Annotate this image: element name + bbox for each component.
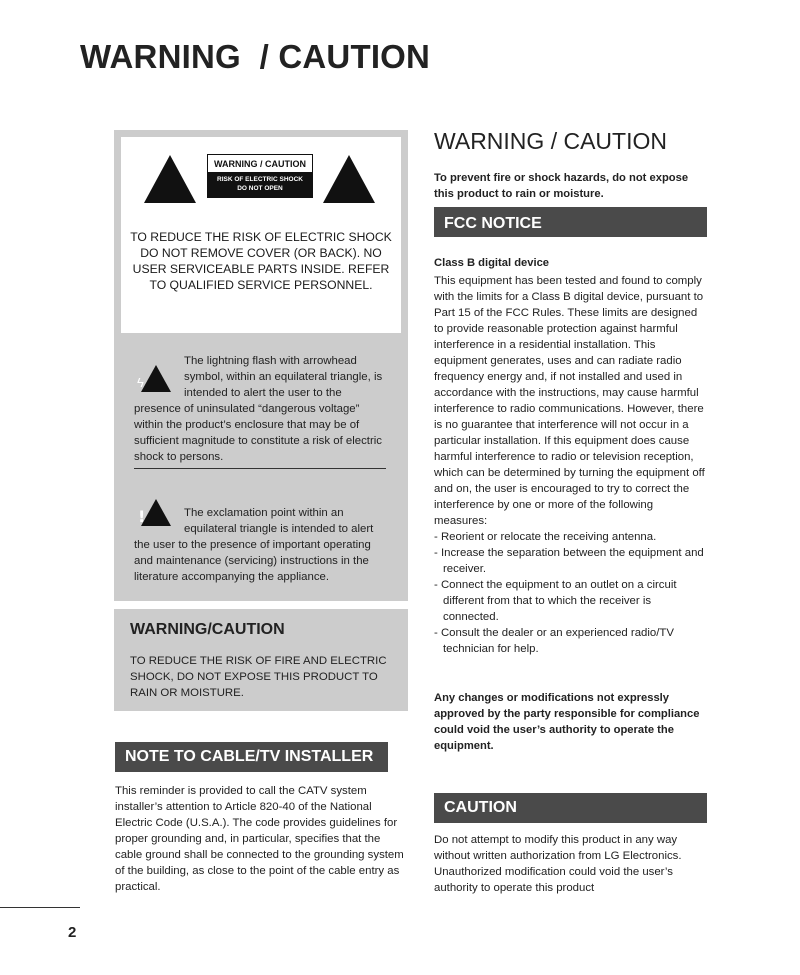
footer-rule [0, 907, 80, 908]
caution-heading: CAUTION [434, 793, 707, 823]
fcc-text [434, 273, 708, 657]
warning-label-subtitle: RISK OF ELECTRIC SHOCK DO NOT OPEN [208, 172, 312, 197]
lightning-small-icon: ϟ [141, 365, 171, 392]
caution-text: Do not attempt to modify this product in any way without written authorization from LG Electronics. Unauthorized modification could void the user’s authority to operate this product [434, 834, 682, 894]
warning-label [207, 154, 313, 198]
exclamation-explanation: The exclamation point within an equilateral triangle is intended to alert the user to the presence of important operating and maintenance (servicing) instructions in the literature accompanying the appliance. [134, 507, 374, 583]
class-b-heading: Class B digital device [434, 257, 550, 269]
lightning-explanation: The lightning flash with arrowhead symbol, within an equilateral triangle, is intended to alert the user to the presence of uninsulated “dangerous voltage” within the product’s enclosure that may be of sufficient magnitude to constitute a risk of electric shock to persons. [134, 355, 383, 463]
exclamation-small-icon: ! [141, 499, 171, 526]
fcc-heading: FCC NOTICE [434, 207, 707, 237]
intro-text: To prevent fire or shock hazards, do not expose this product to rain or moisture. [434, 172, 689, 200]
shock-warning-text: TO REDUCE THE RISK OF ELECTRIC SHOCK DO NOT REMOVE COVER (OR BACK). NO USER SERVICEABLE PARTS INSIDE. REFER TO QUALIFIED SERVICE PERSONNEL. [130, 230, 392, 292]
warning-caution-text: TO REDUCE THE RISK OF FIRE AND ELECTRIC SHOCK, DO NOT EXPOSE THIS PRODUCT TO RAIN OR MOISTURE. [130, 655, 387, 699]
right-title: WARNING / CAUTION [434, 128, 667, 154]
installer-text: This reminder is provided to call the CATV system installer’s attention to Article 820-40 of the National Electric Code (U.S.A.). The code provides guidelines for proper grounding and, in particular, specifies that the cable ground shall be connected to the grounding system of the building, as close to the point of the cable entry as practical. [115, 785, 404, 893]
changes-warning: Any changes or modifications not expressly approved by the party responsible for compliance could void the user’s authority to operate the equipment. [434, 692, 700, 752]
warning-caution-heading: WARNING/CAUTION [130, 621, 285, 638]
exclamation-triangle-icon: ! [323, 155, 375, 203]
panel-divider [134, 468, 386, 469]
lightning-triangle-icon: ϟ [144, 155, 196, 203]
page-title: WARNING / CAUTION [80, 38, 431, 75]
list-item: - Increase the separation between the equipment and receiver. [434, 547, 704, 575]
page-number: 2 [68, 924, 77, 941]
list-item: - Reorient or relocate the receiving antenna. [434, 531, 657, 543]
list-item: - Connect the equipment to an outlet on a circuit different from that to which the receiver is connected. [434, 579, 677, 623]
fcc-paragraph: This equipment has been tested and found to comply with the limits for a Class B digital device, pursuant to Part 15 of the FCC Rules. These limits are designed to provide reasonable protection against harmful interference in a residential installation. This equipment generates, uses and can radiate radio frequency energy and, if not installed and used in accordance with the instructions, may cause harmful interference to radio communications. However, there is no guarantee that interference will not occur in a particular installation. If this equipment does cause harmful interference to radio or television reception, which can be determined by turning the equipment off and on, the user is encouraged to try to correct the interference by one or more of the following measures: [434, 275, 705, 527]
measures-list [434, 529, 708, 657]
list-item: - Consult the dealer or an experienced radio/TV technician for help. [434, 627, 674, 655]
warning-label-title: WARNING / CAUTION [214, 159, 306, 169]
installer-heading: NOTE TO CABLE/TV INSTALLER [115, 742, 388, 772]
